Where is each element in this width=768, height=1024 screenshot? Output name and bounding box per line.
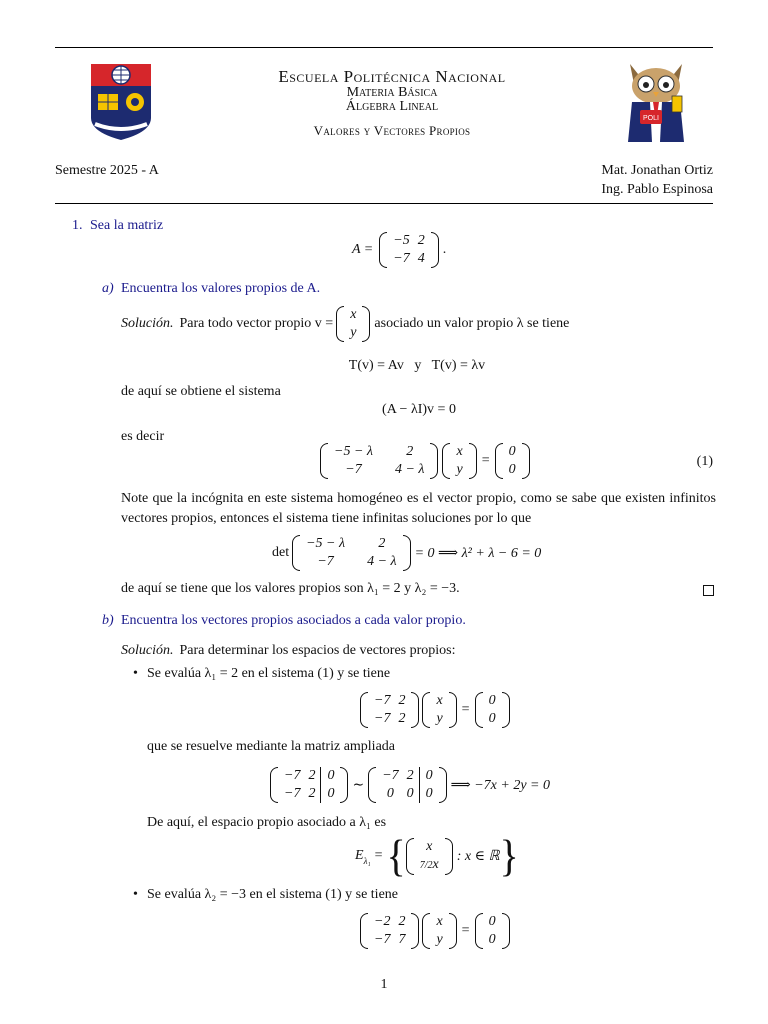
topic-title: Valores y Vectores Propios [313, 123, 471, 138]
zero-vector: 0 0 [475, 913, 510, 949]
augmented-matrix-row: −7 2 0 −7 2 0 ∼ −7 2 0 0 0 0 ⟹ −7x + 2y = 0 [270, 767, 550, 803]
eigenvector-1: x 7/2x [406, 838, 453, 875]
augmented-matrix-2: −7 2 0 0 0 0 [368, 767, 446, 803]
solution-a-text: Para todo vector propio v = [179, 316, 334, 331]
det-result: = 0 ⟹ λ² + λ − 6 = 0 [414, 545, 542, 561]
zero-vector: 0 0 [495, 443, 530, 479]
lambda2-system: −2 2 −7 7 x y = 0 0 [360, 913, 510, 949]
part-a-question: Encuentra los valores propios de A. [121, 281, 321, 296]
a-text-1: de aquí se obtiene el sistema [121, 384, 281, 399]
matrix-A-display: A = −5 2 −7 4 . [352, 233, 447, 266]
instructor-1: Mat. Jonathan Ortiz [601, 163, 713, 178]
equation-number: (1) [696, 454, 713, 469]
top-rule [55, 47, 713, 48]
vector-xy: x y [336, 306, 370, 342]
eigenspace-label: E [355, 848, 364, 863]
bullet-1-text: Se evalúa λ₁ = 2 en el sistema (1) y se tiene [147, 666, 391, 681]
semester-label: Semestre 2025 - A [55, 163, 159, 178]
matrix-A-cell: −7 [393, 251, 410, 266]
department-title: Materia Básica [346, 85, 438, 100]
solution-b-text: Para determinar los espacios de vectores propios: [179, 643, 456, 658]
page-number: 1 [380, 977, 388, 992]
matrix-lambda2: −2 2 −7 7 [360, 913, 419, 949]
eq-system: (A − λI)v = 0 [382, 402, 456, 417]
instructor-2: Ing. Pablo Espinosa [601, 182, 713, 197]
b-text-1: que se resuelve mediante la matriz ampliada [147, 739, 396, 754]
eigenspace-set: : x ∈ ℝ [456, 848, 500, 864]
bullet-2-dot: • [133, 887, 138, 902]
part-a-label: a) [102, 281, 114, 296]
zero-vector: 0 0 [475, 692, 510, 728]
b-result-1: ⟹ −7x + 2y = 0 [450, 777, 550, 793]
solution-a-intro [121, 306, 569, 342]
det-label: det [272, 545, 290, 560]
solution-a-text-2: asociado un valor propio λ se tiene [374, 316, 570, 331]
system-matrix-eq: −5 − λ 2 −7 4 − λ x y = 0 0 [320, 443, 530, 479]
bullet-1-dot: • [133, 666, 138, 681]
lambda1-system: −7 2 −7 2 x y = 0 0 [360, 692, 510, 728]
qed-square [703, 585, 714, 596]
vector-xy: x y [422, 913, 456, 949]
eq-T: T(v) = Av y T(v) = λv [348, 358, 486, 373]
institution-title: Escuela Politécnica Nacional [278, 67, 506, 86]
header-bottom-rule [55, 203, 713, 204]
matrix-A-cell: 2 [417, 233, 425, 248]
matrix-lambda1: −7 2 −7 2 [360, 692, 419, 728]
a-text-2: es decir [121, 429, 165, 444]
matrix-A-minus-lambda: −5 − λ 2 −7 4 − λ [320, 443, 438, 479]
vector-xy: x y [442, 443, 476, 479]
augmented-matrix-1: −7 2 0 −7 2 0 [270, 767, 348, 803]
course-title: Álgebra Lineal [345, 99, 439, 114]
mascot-badge-text: POLI [643, 115, 659, 122]
problem-statement: Sea la matriz [90, 218, 164, 233]
bullet-2-text: Se evalúa λ₂ = −3 en el sistema (1) y se tiene [147, 887, 398, 902]
matrix-A-cell: 4 [417, 251, 425, 266]
a-note: Note que la incógnita en este sistema homogéneo es el vector propio, como se sabe que existen infinitos vectores propios, entonces el sistema tiene infinitas soluciones por lo que [121, 491, 716, 526]
determinant-eq [272, 535, 541, 571]
matrix-A [379, 232, 438, 268]
part-b-question: Encuentra los vectores propios asociados a cada valor propio. [121, 613, 466, 628]
solution-label: Solución. [121, 643, 174, 658]
part-b-label: b) [102, 613, 114, 628]
det-matrix: −5 − λ 2 −7 4 − λ [292, 535, 410, 571]
vector-xy: x y [422, 692, 456, 728]
solution-b-intro [121, 643, 456, 659]
problem-number: 1. [72, 218, 83, 233]
solution-label: Solución. [121, 316, 174, 331]
b-text-2: De aquí, el espacio propio asociado a λ₁ es [147, 815, 387, 830]
a-conclusion: de aquí se tiene que los valores propios son λ₁ = 2 y λ₂ = −3. [121, 581, 460, 596]
eigenspace-1: E λ₁ = { x 7/2x : x ∈ ℝ } [355, 830, 519, 881]
matrix-A-cell: −5 [393, 233, 410, 248]
